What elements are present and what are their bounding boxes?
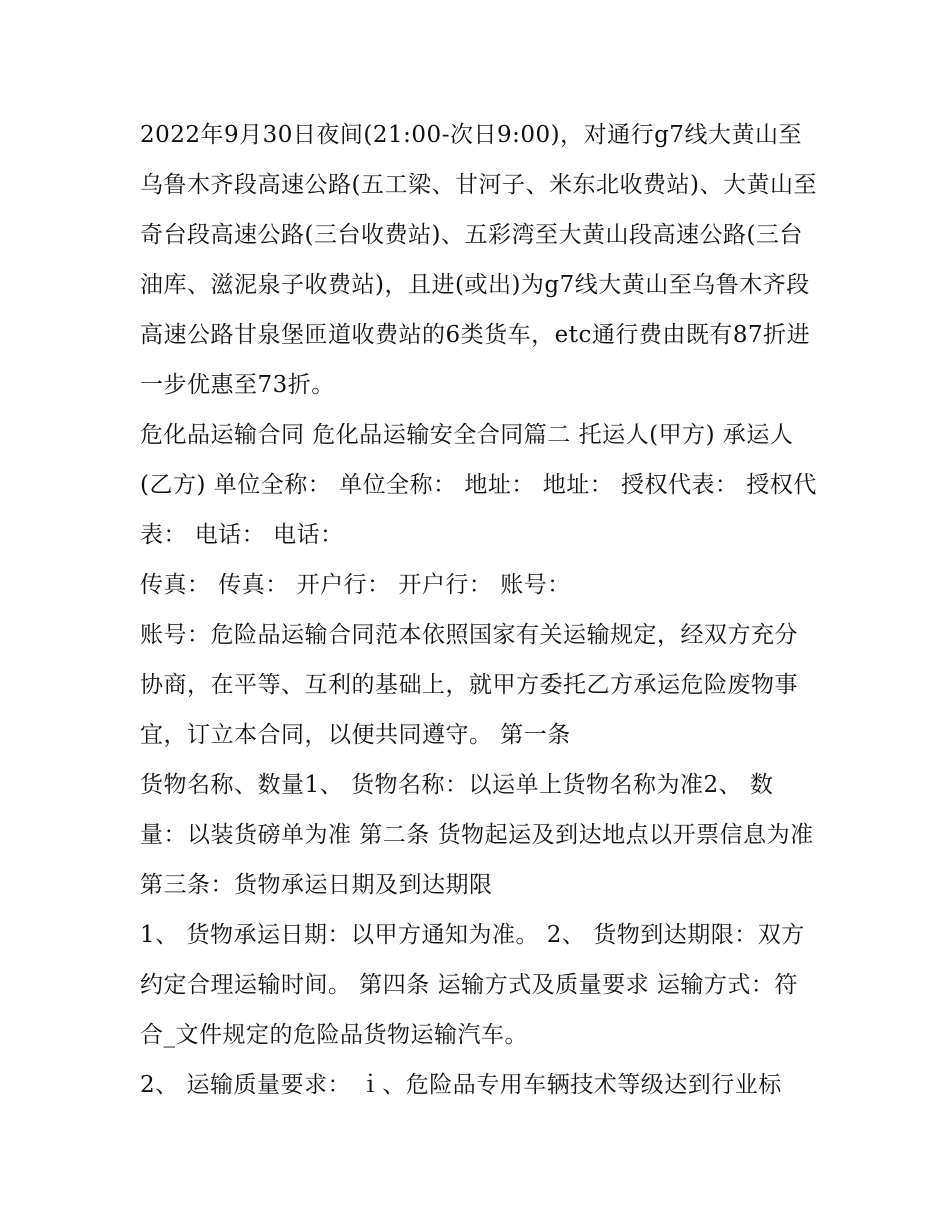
paragraph-fax-bank: 传真： 传真： 开户行： 开户行： 账号： xyxy=(140,572,571,598)
paragraph-contract-preamble: 账号：危险品运输合同范本依照国家有关运输规定，经双方充分协商，在平等、互利的基础上，就甲方委托乙方承运危险废物事宜，订立本合同，以便共同遵守。 第一条 xyxy=(140,622,798,748)
paragraph-quality-requirements: 2、 运输质量要求： ｉ、危险品专用车辆技术等级达到行业标 xyxy=(140,1072,782,1098)
paragraph-contract-parties: 危化品运输合同 危化品运输安全合同篇二 托运人(甲方) 承运人(乙方) 单位全称： 单位全称： 地址： 地址： 授权代表： 授权代表： 电话： 电话： xyxy=(140,422,817,548)
document-page xyxy=(140,110,820,1110)
paragraph-goods-and-locations: 货物名称、数量1、 货物名称：以运单上货物名称为准2、 数量：以装货磅单为准 第二条 货物起运及到达地点以开票信息为准 第三条：货物承运日期及到达期限 xyxy=(140,772,814,898)
paragraph-etc-discount-notice: 2022年9月30日夜间(21:00-次日9:00)，对通行g7线大黄山至乌鲁木齐段高速公路(五工梁、甘河子、米东北收费站)、大黄山至奇台段高速公路(三台收费站)、五彩湾至大黄山段高速公路(三台油库、滋泥泉子收费站)，且进(或出)为g7线大黄山至乌鲁木齐段高速公路甘泉堡匝道收费站的6类货车，etc通行费由既有87折进一步优惠至73折。 xyxy=(140,122,817,398)
paragraph-dates-and-transport: 1、 货物承运日期：以甲方通知为准。 2、 货物到达期限：双方约定合理运输时间。 第四条 运输方式及质量要求 运输方式：符合_文件规定的危险品货物运输汽车。 xyxy=(140,922,805,1048)
